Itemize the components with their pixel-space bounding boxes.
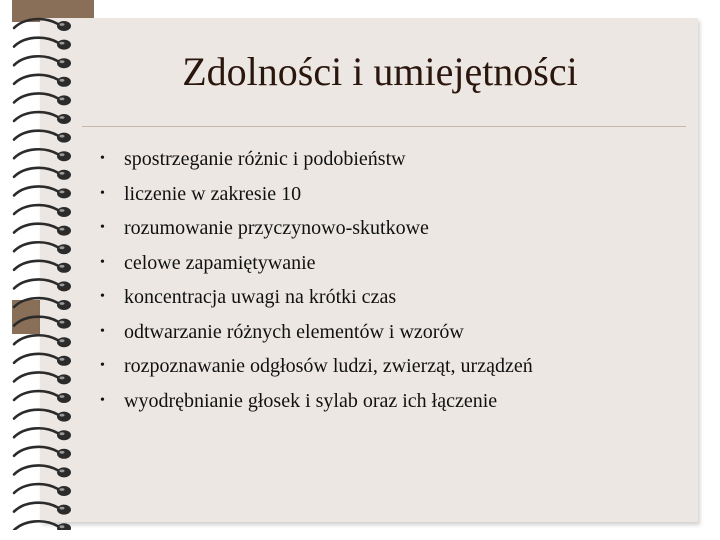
bullet-icon: • — [100, 254, 105, 270]
list-item — [96, 315, 696, 350]
spiral-ring — [14, 149, 71, 161]
list-item — [96, 280, 696, 315]
spiral-ring — [14, 391, 71, 403]
spiral-ring — [14, 131, 71, 143]
bullet-icon: • — [100, 323, 105, 339]
bullet-icon: • — [100, 289, 105, 304]
spiral-ring — [14, 372, 71, 384]
spiral-ring — [14, 93, 71, 105]
bullet-list — [96, 142, 696, 418]
bullet-icon: • — [100, 151, 105, 166]
bullet-icon: • — [100, 358, 105, 373]
spiral-ring — [14, 521, 71, 530]
slide-title: Zdolności i umiejętności — [182, 49, 578, 94]
spiral-ring — [14, 335, 71, 347]
spiral-ring — [14, 168, 71, 180]
spiral-ring — [14, 205, 71, 217]
list-item — [96, 211, 696, 246]
bullet-icon: • — [100, 220, 105, 235]
list-item — [96, 349, 696, 384]
spiral-ring — [14, 261, 71, 273]
list-item — [96, 246, 696, 281]
list-item-text: rozumowanie przyczynowo-skutkowe — [124, 217, 429, 239]
spiral-ring — [14, 186, 71, 198]
list-item — [96, 384, 696, 419]
spiral-ring — [14, 317, 71, 329]
spiral-ring — [14, 447, 71, 459]
spiral-ring — [14, 112, 71, 124]
spiral-ring — [14, 410, 71, 422]
spiral-ring — [14, 484, 71, 496]
list-item-text: odtwarzanie różnych elementów i wzorów — [124, 320, 464, 343]
spiral-ring — [14, 38, 71, 50]
list-item-text: wyodrębnianie głosek i sylab oraz ich łączenie — [124, 389, 498, 412]
list-item — [96, 142, 696, 177]
spiral-ring — [14, 354, 71, 366]
spiral-ring — [14, 242, 71, 254]
bullet-icon: • — [100, 185, 105, 201]
list-item-text: spostrzeganie różnic i podobieństw — [124, 148, 406, 170]
list-item-text: celowe zapamiętywanie — [124, 251, 316, 274]
spiral-ring — [14, 298, 71, 310]
spiral-ring — [14, 465, 71, 477]
bullet-icon: • — [100, 392, 105, 408]
spiral-ring — [14, 503, 71, 515]
title-divider — [82, 126, 686, 127]
list-item-text: koncentracja uwagi na krótki czas — [124, 286, 397, 308]
list-item-text: rozpoznawanie odgłosów ludzi, zwierząt, urządzeń — [124, 355, 533, 377]
spiral-ring — [14, 224, 71, 236]
spiral-ring — [14, 428, 71, 440]
list-item-text: liczenie w zakresie 10 — [124, 182, 302, 205]
spiral-ring — [14, 19, 71, 31]
spiral-ring — [14, 279, 71, 291]
list-item — [96, 177, 696, 212]
